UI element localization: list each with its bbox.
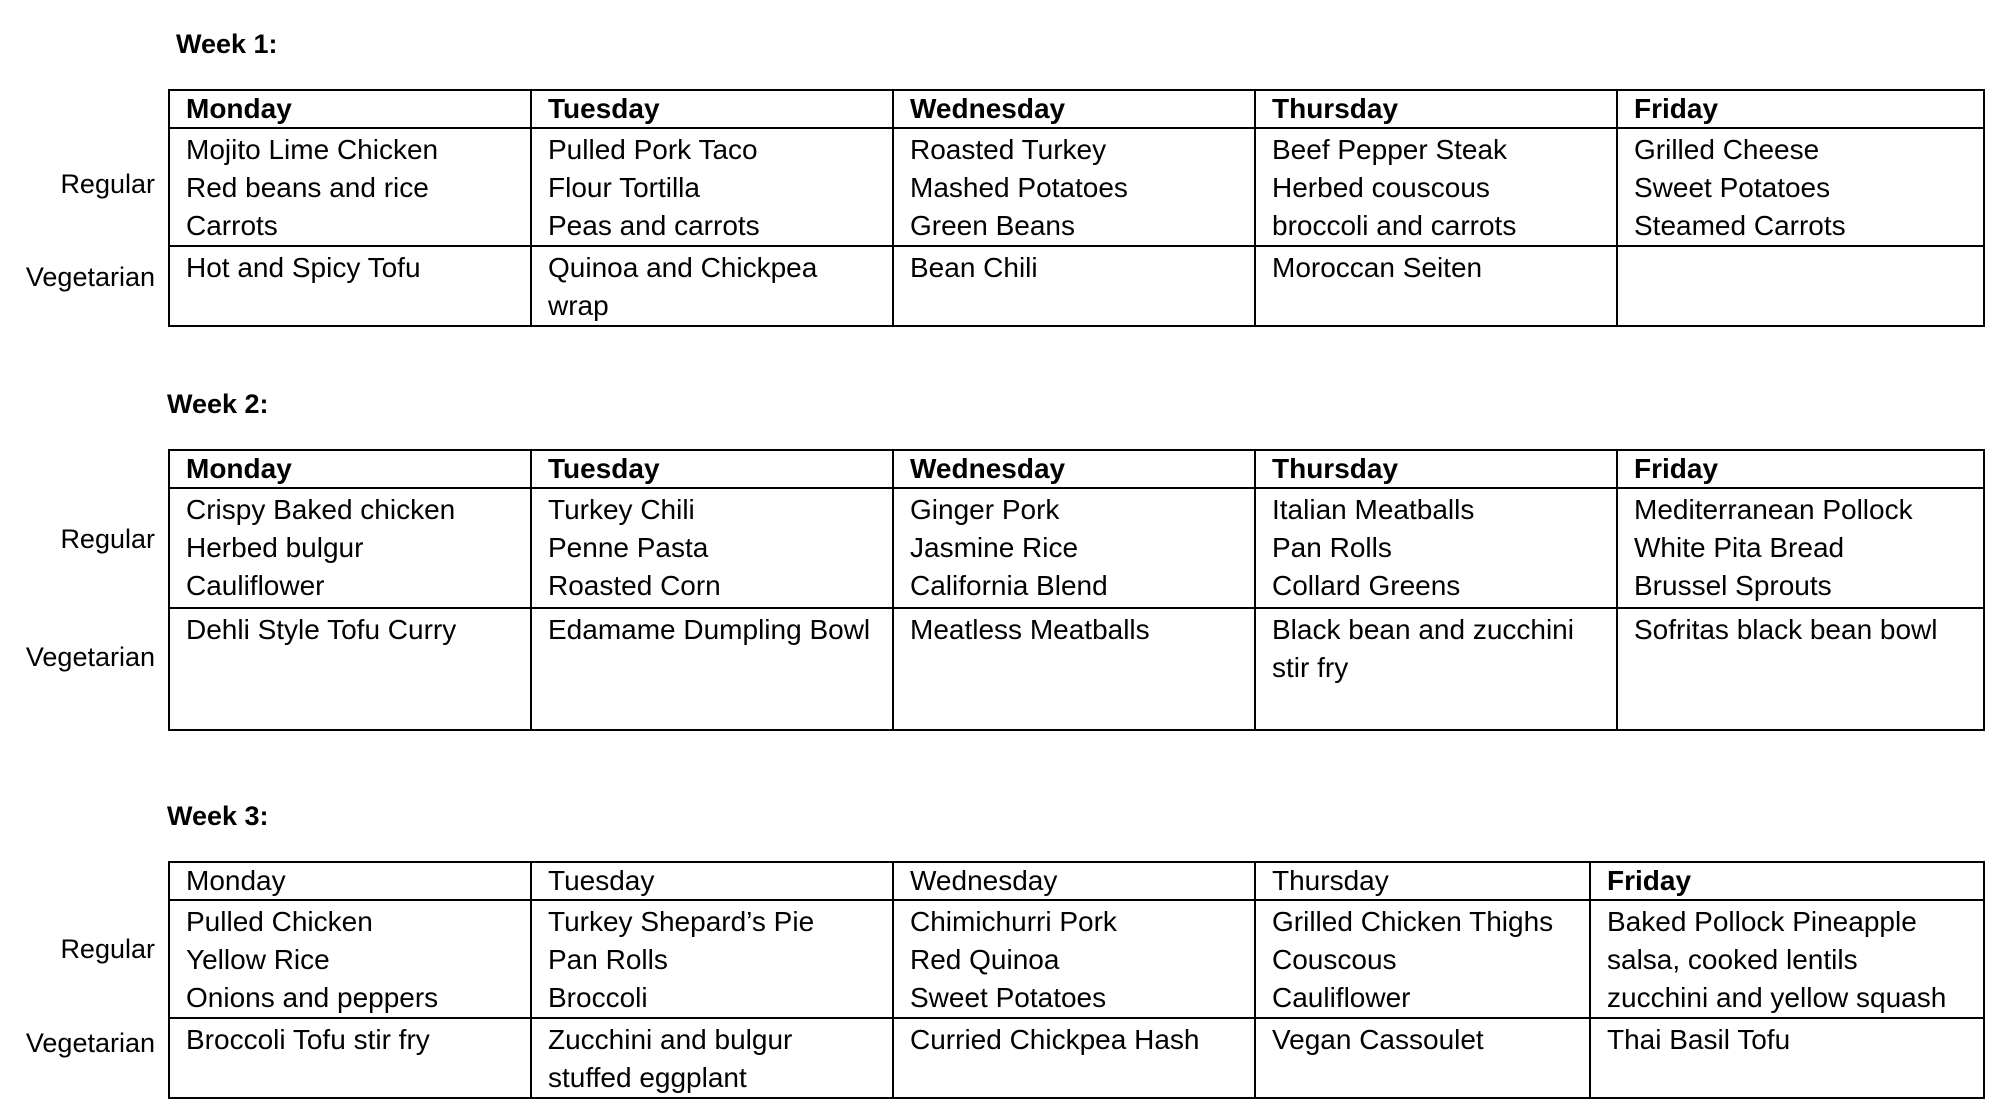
menu-item: White Pita Bread: [1634, 532, 1845, 563]
week-2-menu-table: [168, 449, 1985, 731]
day-header: Monday: [169, 450, 531, 488]
meal-cell: [1617, 488, 1984, 608]
menu-item: Turkey Chili: [548, 494, 695, 525]
day-header: Wednesday: [893, 90, 1255, 128]
vegetarian-row: [169, 1018, 1984, 1098]
menu-item: Vegan Cassoulet: [1272, 1024, 1484, 1055]
menu-item: Herbed couscous: [1272, 172, 1490, 203]
menu-item: Mashed Potatoes: [910, 172, 1128, 203]
menu-item: Pulled Chicken: [186, 906, 373, 937]
day-header: Thursday: [1255, 450, 1617, 488]
meal-cell: [1617, 246, 1984, 326]
row-label-regular: Regular: [60, 169, 155, 199]
row-label-vegetarian: Vegetarian: [25, 642, 155, 672]
week-heading: Week 1:: [176, 29, 278, 59]
menu-item: Cauliflower: [186, 570, 325, 601]
menu-item: Herbed bulgur: [186, 532, 364, 563]
menu-item: Moroccan Seiten: [1272, 252, 1483, 283]
menu-item: Collard Greens: [1272, 570, 1461, 601]
menu-item: California Blend: [910, 570, 1108, 601]
meal-cell: [1255, 488, 1617, 608]
menu-item: Hot and Spicy Tofu: [186, 252, 421, 283]
regular-row: [169, 128, 1984, 246]
menu-item: Steamed Carrots: [1634, 210, 1846, 241]
menu-item: Couscous: [1272, 944, 1397, 975]
meal-cell: [531, 246, 893, 326]
day-header: Friday: [1617, 90, 1984, 128]
menu-item: Dehli Style Tofu Curry: [186, 614, 457, 645]
meal-cell: [531, 488, 893, 608]
menu-item: Cauliflower: [1272, 982, 1411, 1013]
meal-cell: [1255, 900, 1590, 1018]
row-label-vegetarian: Vegetarian: [25, 262, 155, 292]
menu-item: Beef Pepper Steak: [1272, 134, 1508, 165]
menu-item: Sweet Potatoes: [910, 982, 1107, 1013]
menu-item: Turkey Shepard’s Pie: [548, 906, 815, 937]
menu-item: Quinoa and Chickpea: [548, 252, 818, 283]
menu-item: Mojito Lime Chicken: [186, 134, 439, 165]
menu-item: Pan Rolls: [1272, 532, 1392, 563]
menu-item: Yellow Rice: [186, 944, 330, 975]
day-header: Wednesday: [893, 450, 1255, 488]
day-header-row: [169, 450, 1984, 488]
meal-cell: [893, 246, 1255, 326]
menu-item: Peas and carrots: [548, 210, 760, 241]
meal-cell: [1255, 246, 1617, 326]
day-header: Thursday: [1255, 862, 1590, 900]
menu-item: stuffed eggplant: [548, 1062, 747, 1093]
menu-item: Crispy Baked chicken: [186, 494, 456, 525]
menu-item: Sweet Potatoes: [1634, 172, 1831, 203]
menu-item: Baked Pollock Pineapple: [1607, 906, 1917, 937]
menu-item: Flour Tortilla: [548, 172, 700, 203]
day-header: Friday: [1617, 450, 1984, 488]
meal-cell: [531, 128, 893, 246]
day-header: Monday: [169, 862, 531, 900]
week-heading: Week 3:: [167, 801, 269, 831]
meal-cell: [169, 1018, 531, 1098]
meal-cell: [893, 128, 1255, 246]
meal-cell: [1617, 128, 1984, 246]
week-heading: Week 2:: [167, 389, 269, 419]
menu-item: wrap: [548, 290, 609, 321]
day-header: Tuesday: [531, 450, 893, 488]
menu-item: Broccoli: [548, 982, 648, 1013]
menu-item: Edamame Dumpling Bowl: [548, 614, 871, 645]
meal-cell: [1617, 608, 1984, 730]
meal-cell: [169, 246, 531, 326]
meal-cell: [1255, 128, 1617, 246]
day-header: Tuesday: [531, 862, 893, 900]
menu-item: Mediterranean Pollock: [1634, 494, 1913, 525]
menu-item: Jasmine Rice: [910, 532, 1079, 563]
meal-cell: [531, 900, 893, 1018]
menu-item: Sofritas black bean bowl: [1634, 614, 1938, 645]
row-label-regular: Regular: [60, 934, 155, 964]
menu-item: Italian Meatballs: [1272, 494, 1475, 525]
menu-item: Ginger Pork: [910, 494, 1060, 525]
meal-cell: [169, 608, 531, 730]
meal-cell: [893, 608, 1255, 730]
menu-item: Chimichurri Pork: [910, 906, 1117, 937]
menu-item: salsa, cooked lentils: [1607, 944, 1858, 975]
menu-item: broccoli and carrots: [1272, 210, 1517, 241]
menu-item: Pulled Pork Taco: [548, 134, 758, 165]
day-header: Tuesday: [531, 90, 893, 128]
meal-cell: [169, 128, 531, 246]
meal-cell: [1590, 1018, 1984, 1098]
menu-item: Bean Chili: [910, 252, 1038, 283]
menu-item: Roasted Corn: [548, 570, 721, 601]
menu-item: Pan Rolls: [548, 944, 668, 975]
menu-item: Zucchini and bulgur: [548, 1024, 793, 1055]
menu-item: Carrots: [186, 210, 278, 241]
meal-cell: [1255, 608, 1617, 730]
vegetarian-row: [169, 246, 1984, 326]
menu-item: Onions and peppers: [186, 982, 439, 1013]
meal-cell: [893, 1018, 1255, 1098]
menu-item: Grilled Cheese: [1634, 134, 1820, 165]
day-header: Friday: [1590, 862, 1984, 900]
menu-item: Broccoli Tofu stir fry: [186, 1024, 430, 1055]
menu-item: Meatless Meatballs: [910, 614, 1150, 645]
day-header: Wednesday: [893, 862, 1255, 900]
meal-cell: [893, 488, 1255, 608]
menu-item: Black bean and zucchini: [1272, 614, 1574, 645]
menu-item: zucchini and yellow squash: [1607, 982, 1947, 1013]
row-label-regular: Regular: [60, 524, 155, 554]
day-header: Thursday: [1255, 90, 1617, 128]
day-header-row: [169, 862, 1984, 900]
regular-row: [169, 488, 1984, 608]
menu-item: Red beans and rice: [186, 172, 429, 203]
menu-item: Grilled Chicken Thighs: [1272, 906, 1554, 937]
meal-cell: [1255, 1018, 1590, 1098]
menu-item: Red Quinoa: [910, 944, 1060, 975]
vegetarian-row: [169, 608, 1984, 730]
week-1-menu-table: [168, 89, 1985, 327]
menu-item: Green Beans: [910, 210, 1075, 241]
meal-cell: [1590, 900, 1984, 1018]
menu-item: Roasted Turkey: [910, 134, 1107, 165]
week-3-menu-table: [168, 861, 1985, 1099]
day-header-row: [169, 90, 1984, 128]
meal-cell: [531, 1018, 893, 1098]
row-label-vegetarian: Vegetarian: [25, 1028, 155, 1058]
meal-cell: [893, 900, 1255, 1018]
meal-cell: [169, 488, 531, 608]
menu-item: Brussel Sprouts: [1634, 570, 1832, 601]
menu-item: Thai Basil Tofu: [1607, 1024, 1791, 1055]
menu-item: stir fry: [1272, 652, 1349, 683]
meal-cell: [531, 608, 893, 730]
day-header: Monday: [169, 90, 531, 128]
regular-row: [169, 900, 1984, 1018]
menu-item: Curried Chickpea Hash: [910, 1024, 1200, 1055]
menu-item: Penne Pasta: [548, 532, 709, 563]
meal-cell: [169, 900, 531, 1018]
